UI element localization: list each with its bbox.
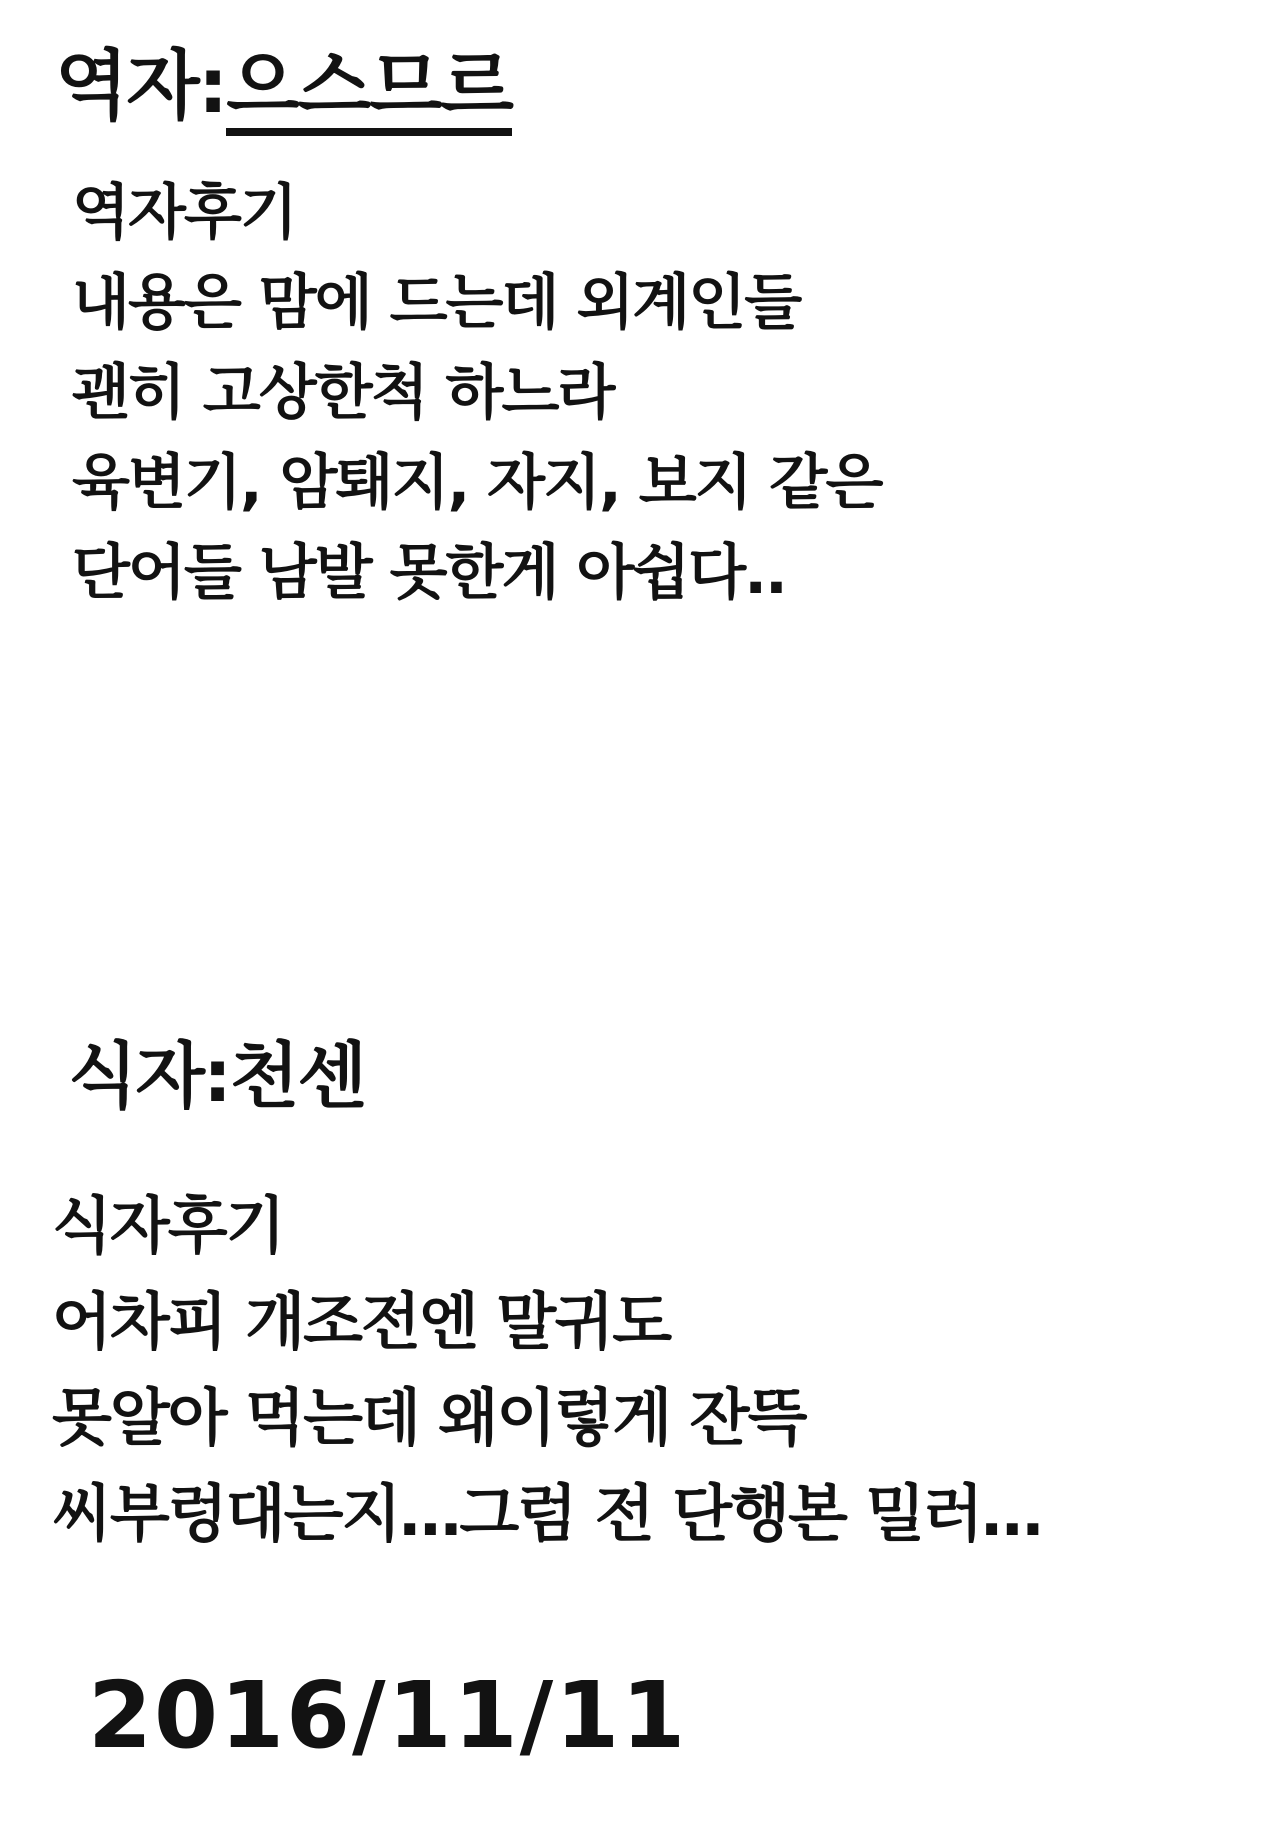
typesetter-afterword-title: 식자후기 bbox=[52, 1189, 284, 1262]
typesetter-afterword bbox=[52, 1178, 1041, 1562]
afterword-line: 괜히 고상한척 하느라 bbox=[72, 358, 614, 428]
afterword-line: 내용은 맘에 드는데 외계인들 bbox=[72, 268, 801, 338]
typesetter-title bbox=[68, 1018, 365, 1122]
afterword-line: 어차피 개조전엔 말귀도 bbox=[52, 1285, 671, 1358]
translator-title bbox=[55, 38, 512, 136]
date: 2016/11/11 bbox=[88, 1662, 688, 1769]
afterword-line: 씨부렁대는지…그럼 전 단행본 밀러… bbox=[52, 1477, 1042, 1550]
translator-afterword-title: 역자후기 bbox=[72, 178, 296, 248]
translator-name: 으스므르 bbox=[226, 46, 512, 136]
afterword-line: 육변기, 암퇘지, 자지, 보지 같은 bbox=[72, 448, 882, 518]
typesetter-label: 식자: bbox=[68, 1034, 230, 1118]
translator-label: 역자: bbox=[55, 41, 227, 130]
typesetter-name: 천센 bbox=[229, 1034, 366, 1118]
afterword-line: 단어들 남발 못한게 아쉽다.. bbox=[72, 538, 786, 608]
afterword-line: 못알아 먹는데 왜이렇게 잔뜩 bbox=[52, 1381, 806, 1454]
translator-afterword bbox=[72, 168, 881, 618]
